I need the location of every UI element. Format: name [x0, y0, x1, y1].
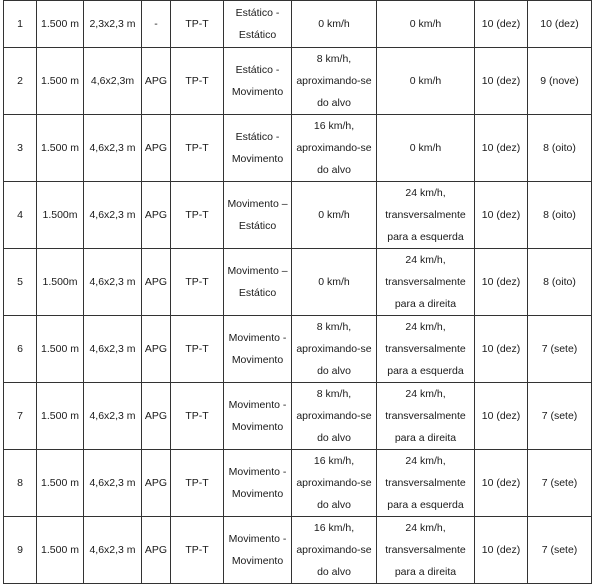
- target-speed-cell: 24 km/h, transversalmente para a esquerda: [377, 316, 475, 383]
- row-number-cell: 7: [4, 383, 37, 450]
- vehicle-cell: APG: [142, 316, 171, 383]
- row-number-cell: 5: [4, 249, 37, 316]
- target-size-cell: 4,6x2,3 m: [84, 383, 142, 450]
- shots-cell: 10 (dez): [475, 182, 528, 249]
- shots-cell: 10 (dez): [475, 316, 528, 383]
- hits-cell: 7 (sete): [528, 450, 592, 517]
- condition-cell: Movimento – Estático: [224, 182, 292, 249]
- row-number-cell: 1: [4, 1, 37, 48]
- vehicle-cell: -: [142, 1, 171, 48]
- shooter-speed-cell: 0 km/h: [292, 182, 377, 249]
- target-speed-cell: 24 km/h, transversalmente para a direita: [377, 517, 475, 584]
- row-number-cell: 3: [4, 115, 37, 182]
- target-size-cell: 4,6x2,3m: [84, 48, 142, 115]
- table-row: [4, 48, 592, 115]
- ammo-cell: TP-T: [171, 182, 224, 249]
- condition-cell: Movimento - Movimento: [224, 316, 292, 383]
- vehicle-cell: APG: [142, 517, 171, 584]
- target-speed-cell: 24 km/h, transversalmente para a direita: [377, 383, 475, 450]
- table-row: [4, 115, 592, 182]
- ammo-cell: TP-T: [171, 249, 224, 316]
- distance-cell: 1.500 m: [37, 48, 84, 115]
- distance-cell: 1.500m: [37, 249, 84, 316]
- vehicle-cell: APG: [142, 383, 171, 450]
- ammo-cell: TP-T: [171, 1, 224, 48]
- target-size-cell: 4,6x2,3 m: [84, 182, 142, 249]
- distance-cell: 1.500 m: [37, 450, 84, 517]
- target-speed-cell: 0 km/h: [377, 48, 475, 115]
- ammo-cell: TP-T: [171, 48, 224, 115]
- target-speed-cell: 24 km/h, transversalmente para a esquerda: [377, 182, 475, 249]
- distance-cell: 1.500 m: [37, 316, 84, 383]
- row-number-cell: 4: [4, 182, 37, 249]
- shots-cell: 10 (dez): [475, 383, 528, 450]
- condition-cell: Movimento - Movimento: [224, 383, 292, 450]
- firing-results-table: [3, 0, 592, 584]
- shots-cell: 10 (dez): [475, 48, 528, 115]
- condition-cell: Estático - Movimento: [224, 48, 292, 115]
- distance-cell: 1.500 m: [37, 517, 84, 584]
- target-speed-cell: 24 km/h, transversalmente para a direita: [377, 249, 475, 316]
- shots-cell: 10 (dez): [475, 115, 528, 182]
- shooter-speed-cell: 16 km/h, aproximando-se do alvo: [292, 115, 377, 182]
- distance-cell: 1.500 m: [37, 115, 84, 182]
- table-row: [4, 182, 592, 249]
- ammo-cell: TP-T: [171, 450, 224, 517]
- condition-cell: Movimento - Movimento: [224, 450, 292, 517]
- ammo-cell: TP-T: [171, 517, 224, 584]
- hits-cell: 7 (sete): [528, 517, 592, 584]
- vehicle-cell: APG: [142, 450, 171, 517]
- vehicle-cell: APG: [142, 249, 171, 316]
- hits-cell: 8 (oito): [528, 182, 592, 249]
- target-size-cell: 4,6x2,3 m: [84, 115, 142, 182]
- table-row: [4, 249, 592, 316]
- shooter-speed-cell: 0 km/h: [292, 249, 377, 316]
- distance-cell: 1.500 m: [37, 383, 84, 450]
- condition-cell: Movimento – Estático: [224, 249, 292, 316]
- vehicle-cell: APG: [142, 115, 171, 182]
- target-speed-cell: 0 km/h: [377, 1, 475, 48]
- hits-cell: 8 (oito): [528, 115, 592, 182]
- target-size-cell: 2,3x2,3 m: [84, 1, 142, 48]
- ammo-cell: TP-T: [171, 316, 224, 383]
- target-size-cell: 4,6x2,3 m: [84, 316, 142, 383]
- row-number-cell: 8: [4, 450, 37, 517]
- table-row: [4, 316, 592, 383]
- shots-cell: 10 (dez): [475, 249, 528, 316]
- shots-cell: 10 (dez): [475, 1, 528, 48]
- target-size-cell: 4,6x2,3 m: [84, 517, 142, 584]
- hits-cell: 10 (dez): [528, 1, 592, 48]
- target-size-cell: 4,6x2,3 m: [84, 450, 142, 517]
- ammo-cell: TP-T: [171, 383, 224, 450]
- condition-cell: Estático - Movimento: [224, 115, 292, 182]
- ammo-cell: TP-T: [171, 115, 224, 182]
- table-row: [4, 1, 592, 48]
- condition-cell: Movimento - Movimento: [224, 517, 292, 584]
- row-number-cell: 2: [4, 48, 37, 115]
- vehicle-cell: APG: [142, 48, 171, 115]
- shots-cell: 10 (dez): [475, 450, 528, 517]
- hits-cell: 7 (sete): [528, 383, 592, 450]
- hits-cell: 7 (sete): [528, 316, 592, 383]
- shooter-speed-cell: 0 km/h: [292, 1, 377, 48]
- shooter-speed-cell: 16 km/h, aproximando-se do alvo: [292, 450, 377, 517]
- shots-cell: 10 (dez): [475, 517, 528, 584]
- shooter-speed-cell: 8 km/h, aproximando-se do alvo: [292, 383, 377, 450]
- target-speed-cell: 0 km/h: [377, 115, 475, 182]
- table-row: [4, 517, 592, 584]
- condition-cell: Estático - Estático: [224, 1, 292, 48]
- distance-cell: 1.500m: [37, 182, 84, 249]
- shooter-speed-cell: 16 km/h, aproximando-se do alvo: [292, 517, 377, 584]
- shooter-speed-cell: 8 km/h, aproximando-se do alvo: [292, 316, 377, 383]
- target-size-cell: 4,6x2,3 m: [84, 249, 142, 316]
- hits-cell: 9 (nove): [528, 48, 592, 115]
- vehicle-cell: APG: [142, 182, 171, 249]
- table-row: [4, 450, 592, 517]
- shooter-speed-cell: 8 km/h, aproximando-se do alvo: [292, 48, 377, 115]
- row-number-cell: 9: [4, 517, 37, 584]
- hits-cell: 8 (oito): [528, 249, 592, 316]
- distance-cell: 1.500 m: [37, 1, 84, 48]
- table-row: [4, 383, 592, 450]
- target-speed-cell: 24 km/h, transversalmente para a esquerda: [377, 450, 475, 517]
- row-number-cell: 6: [4, 316, 37, 383]
